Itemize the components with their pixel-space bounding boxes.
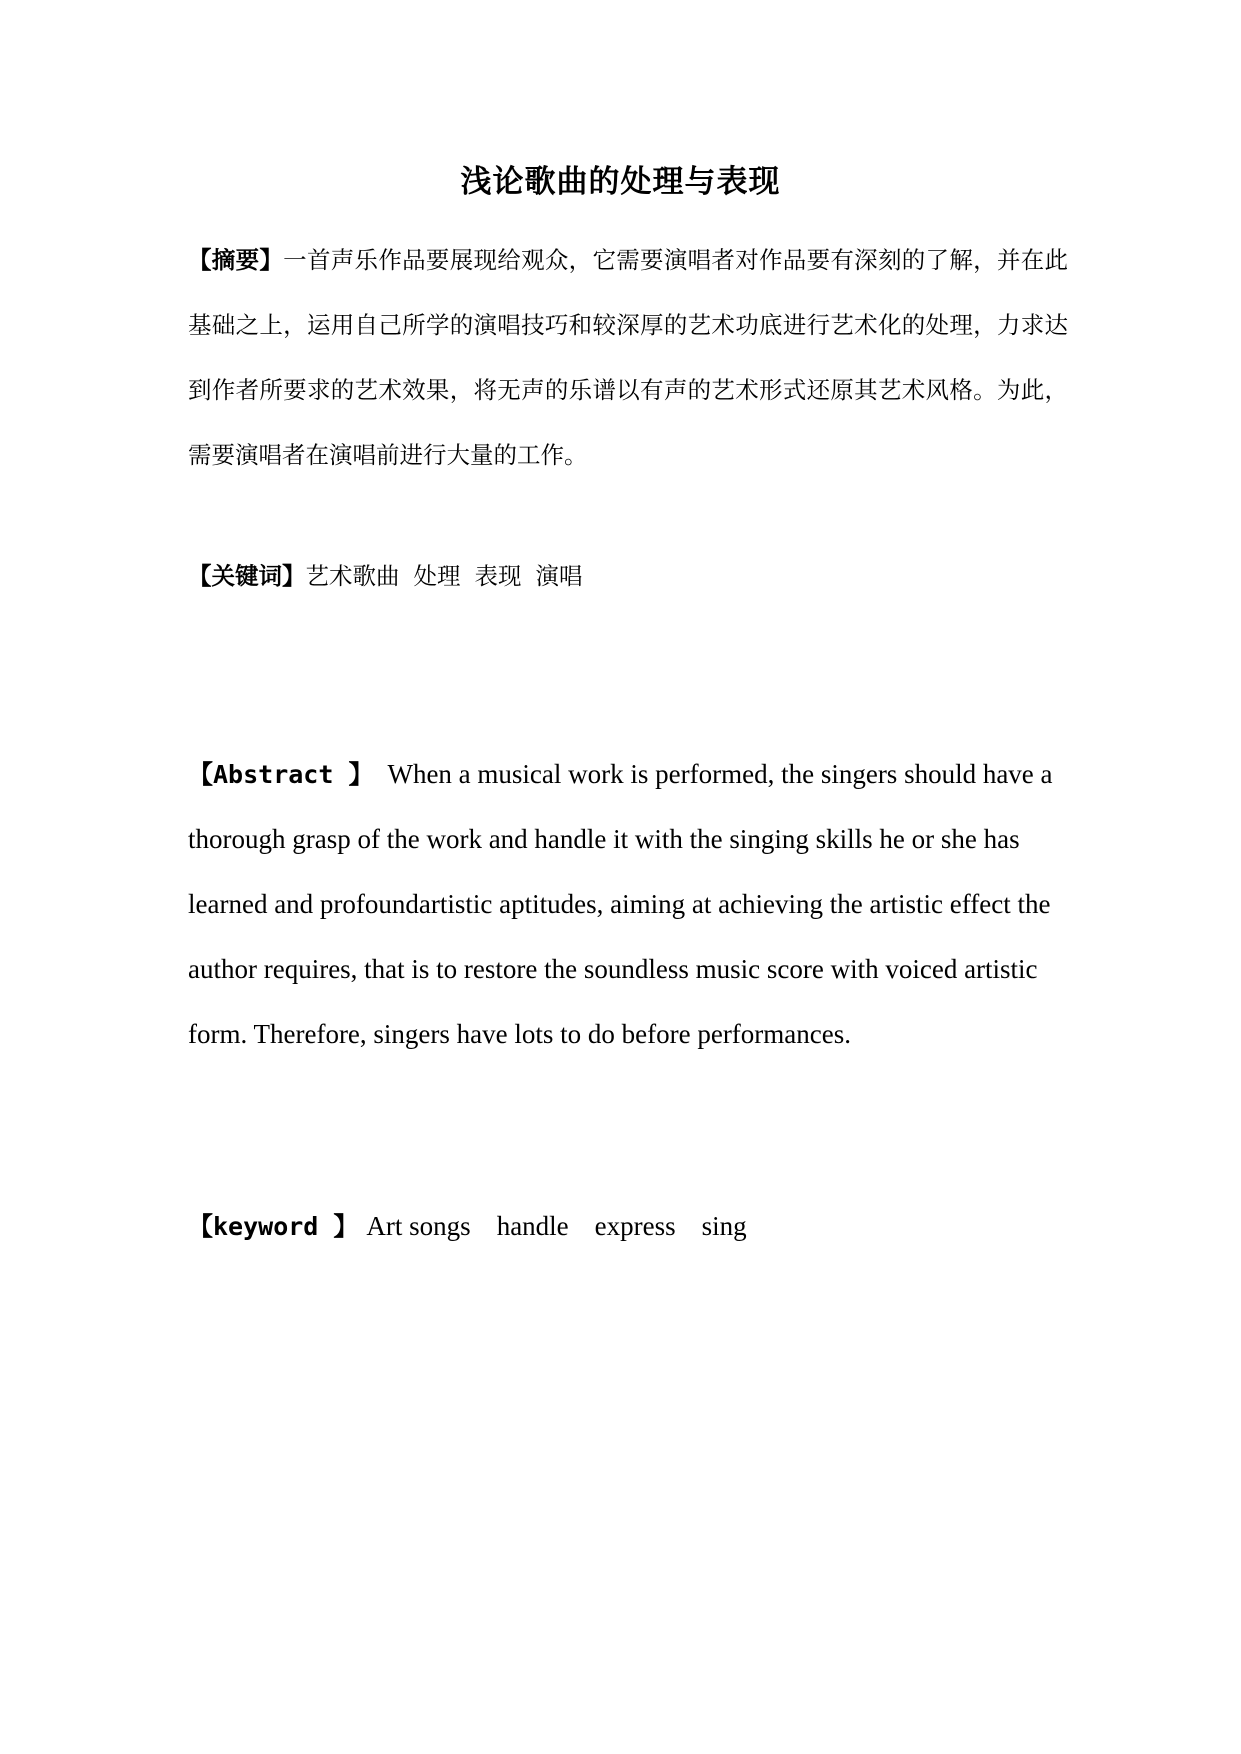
chinese-abstract-label: 【摘要】 <box>188 246 284 274</box>
english-keywords <box>188 1206 1068 1247</box>
chinese-keywords <box>188 556 1068 596</box>
chinese-keyword: 处理 <box>413 562 461 590</box>
chinese-keyword: 演唱 <box>535 562 583 590</box>
english-keyword: sing <box>701 1211 747 1241</box>
english-abstract-text: When a musical work is performed, the singers should have a thorough grasp of the work and handle it with the singing skills he or she has learned and profoundartistic aptitudes, aiming at achieving the artistic effect the author requires, that is to restore the soundless music score with voiced artistic form. Therefore, singers have lots to do before performances. <box>188 759 1053 1049</box>
chinese-keyword: 艺术歌曲 <box>305 562 400 590</box>
english-abstract-label: 【Abstract 】 <box>188 760 374 789</box>
english-abstract <box>188 742 1068 1067</box>
chinese-abstract-text: 一首声乐作品要展现给观众，它需要演唱者对作品要有深刻的了解，并在此基础之上，运用自己所学的演唱技巧和较深厚的艺术功底进行艺术化的处理，力求达到作者所要求的艺术效果，将无声的乐谱以有声的艺术形式还原其艺术风格。为此，需要演唱者在演唱前进行大量的工作。 <box>188 246 1069 469</box>
chinese-abstract <box>188 228 1068 488</box>
english-keyword: express <box>594 1211 676 1241</box>
chinese-keywords-label: 【关键词】 <box>188 562 306 590</box>
english-keyword: handle <box>496 1211 569 1241</box>
english-keyword: Art songs <box>366 1211 471 1241</box>
english-keywords-label: 【keyword 】 <box>188 1212 359 1241</box>
paper-title: 浅论歌曲的处理与表现 <box>460 164 781 200</box>
chinese-keyword: 表现 <box>474 562 522 590</box>
